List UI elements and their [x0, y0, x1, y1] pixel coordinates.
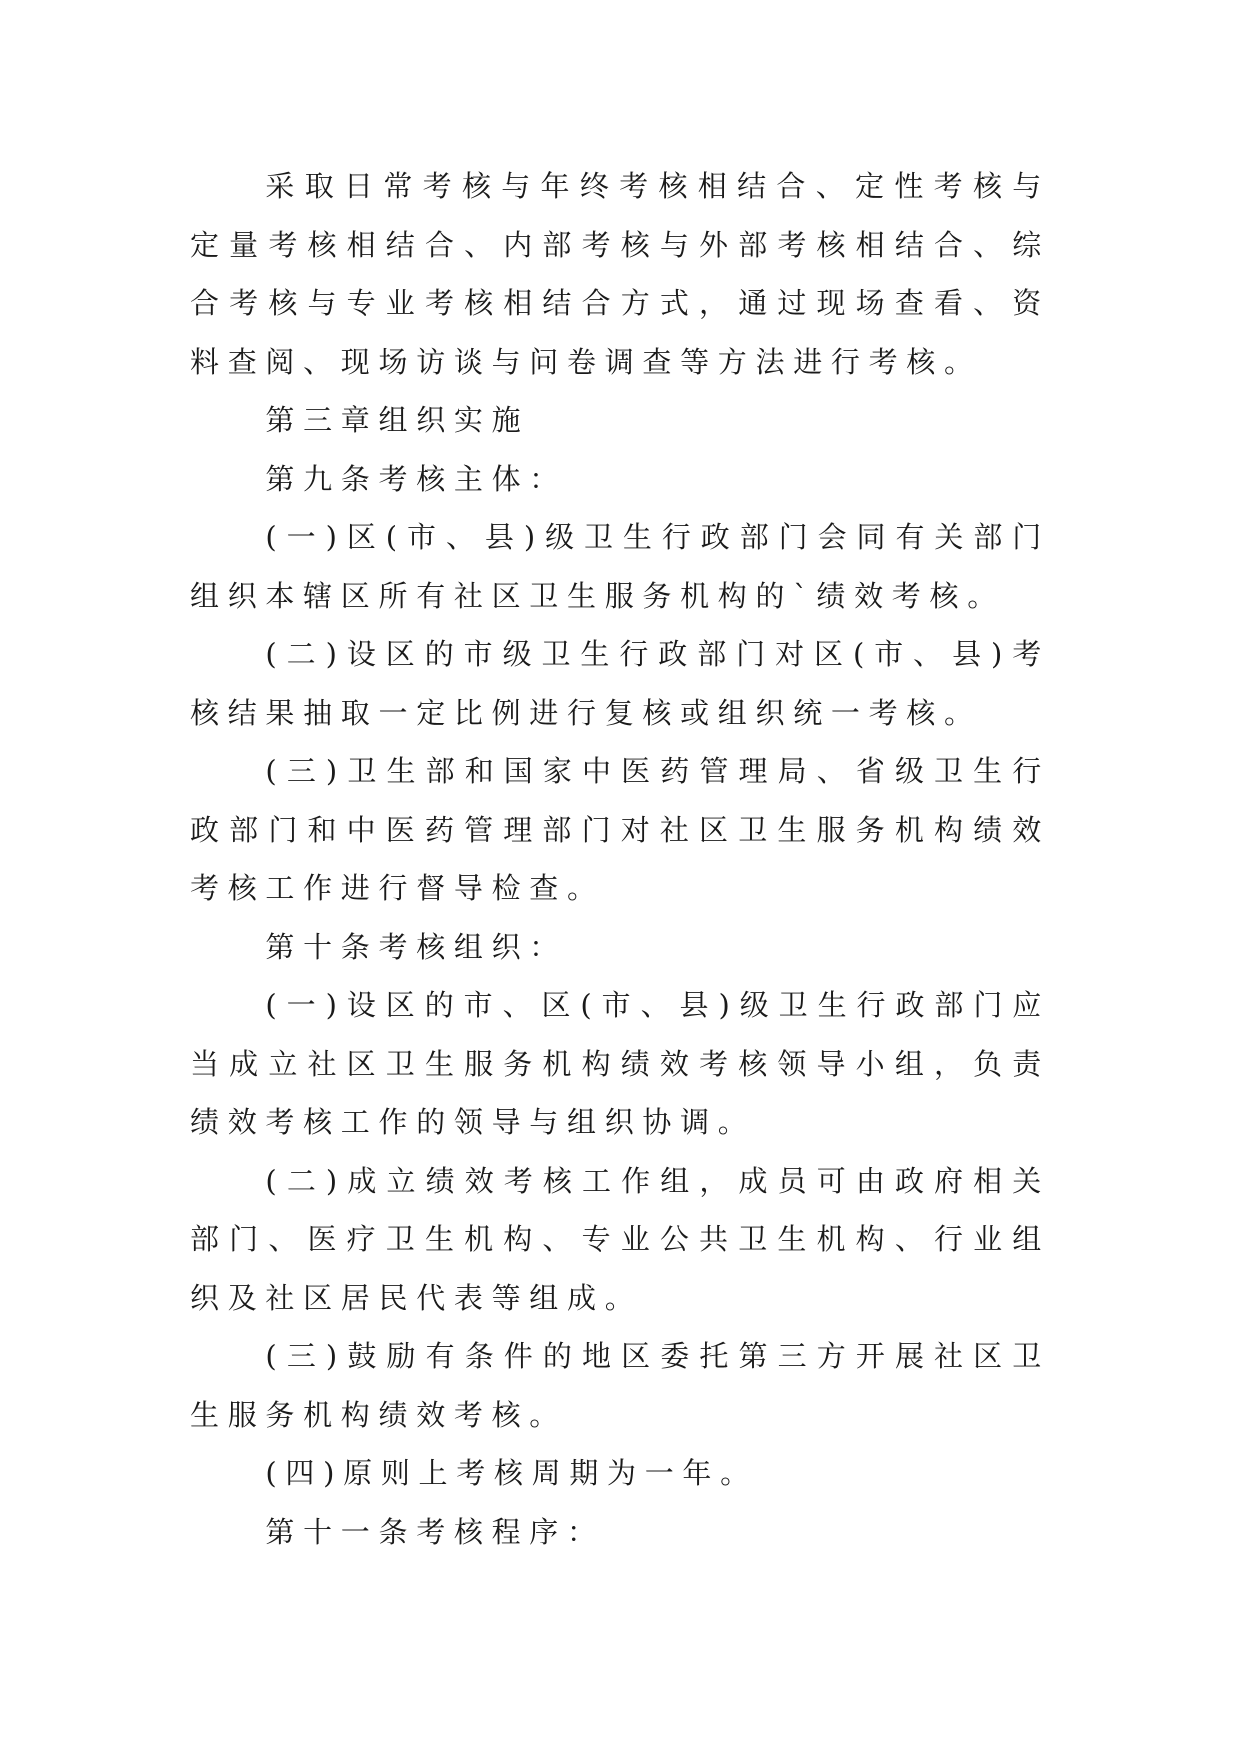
- article-9-item-3: (三)卫生部和国家中医药管理局、省级卫生行政部门和中医药管理部门对社区卫生服务机构绩效考核工作进行督导检查。: [190, 754, 1050, 905]
- document-body: [190, 157, 1050, 1561]
- article-10-item-3: (三)鼓励有条件的地区委托第三方开展社区卫生服务机构绩效考核。: [190, 1339, 1050, 1432]
- article-10-item-2: (二)成立绩效考核工作组，成员可由政府相关部门、医疗卫生机构、专业公共卫生机构、行业组织及社区居民代表等组成。: [190, 1163, 1050, 1315]
- article-9-item-1: (一)区(市、县)级卫生行政部门会同有关部门组织本辖区所有社区卫生服务机构的`绩效考核。: [190, 520, 1050, 613]
- article-10-item-4: (四)原则上考核周期为一年。: [265, 1456, 758, 1490]
- article-9-heading: 第九条考核主体：: [265, 461, 567, 496]
- paragraph-assessment-methods: 采取日常考核与年终考核相结合、定性考核与定量考核相结合、内部考核与外部考核相结合、综合考核与专业考核相结合方式，通过现场查看、资料查阅、现场访谈与问卷调查等方法进行考核。: [190, 169, 1050, 379]
- article-11-heading: 第十一条考核程序：: [265, 1514, 605, 1549]
- article-10-item-1: (一)设区的市、区(市、县)级卫生行政部门应当成立社区卫生服务机构绩效考核领导小组，负责绩效考核工作的领导与组织协调。: [190, 988, 1050, 1139]
- article-10-heading: 第十条考核组织：: [265, 929, 567, 964]
- chapter-heading-organization: 第三章组织实施: [265, 403, 530, 437]
- article-9-item-2: (二)设区的市级卫生行政部门对区(市、县)考核结果抽取一定比例进行复核或组织统一考核。: [190, 637, 1050, 730]
